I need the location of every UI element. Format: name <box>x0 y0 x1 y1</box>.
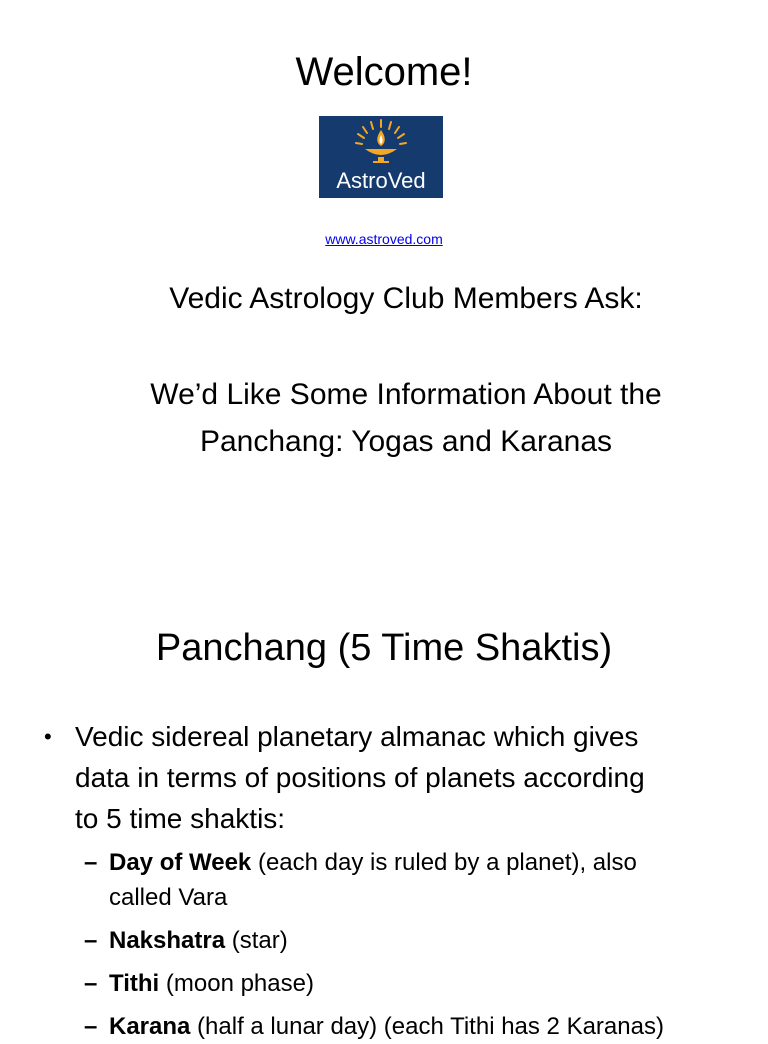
sub-item-term: Nakshatra <box>109 927 226 954</box>
bullet-marker: • <box>44 724 52 749</box>
sub-item-desc: (half a lunar day) (each Tithi has 2 Karanas) <box>190 1013 664 1040</box>
dash-marker: – <box>84 970 98 997</box>
astroved-logo <box>319 116 443 198</box>
sub-item-tithi <box>84 966 764 1001</box>
dash-marker: – <box>84 1013 98 1040</box>
question-line: We’d Like Some Information About the <box>150 378 662 411</box>
page-title: Welcome! <box>295 50 473 94</box>
question-text <box>0 371 768 465</box>
sub-item-desc: (moon phase) <box>159 970 314 997</box>
bullet-text <box>75 716 744 839</box>
bullet-line: to 5 time shaktis: <box>75 803 286 834</box>
sub-item-karana <box>84 1009 764 1044</box>
sub-item-day-of-week <box>84 845 764 915</box>
sub-item-desc: (each day is ruled by a planet), also <box>251 849 637 876</box>
slide-panchang <box>0 580 768 1040</box>
sub-item-desc: called Vara <box>109 884 228 911</box>
subtitle: Vedic Astrology Club Members Ask: <box>169 282 643 315</box>
bullet-item <box>44 716 744 839</box>
sub-item-term: Day of Week <box>109 849 252 876</box>
bullet-line: Vedic sidereal planetary almanac which gives <box>75 721 639 752</box>
logo-text: AstroVed <box>336 168 426 193</box>
dash-marker: – <box>84 927 98 954</box>
slide-title: Panchang (5 Time Shaktis) <box>155 627 613 669</box>
sub-item-term: Tithi <box>109 970 160 997</box>
question-line: Panchang: Yogas and Karanas <box>199 425 613 458</box>
website-link[interactable]: www.astroved.com <box>325 231 443 247</box>
sub-item-list <box>84 845 764 1044</box>
dash-marker: – <box>84 849 98 876</box>
sub-item-nakshatra <box>84 923 764 958</box>
bullet-line: data in terms of positions of planets according <box>75 762 645 793</box>
sub-item-term: Karana <box>109 1013 191 1040</box>
sub-item-desc: (star) <box>225 927 288 954</box>
